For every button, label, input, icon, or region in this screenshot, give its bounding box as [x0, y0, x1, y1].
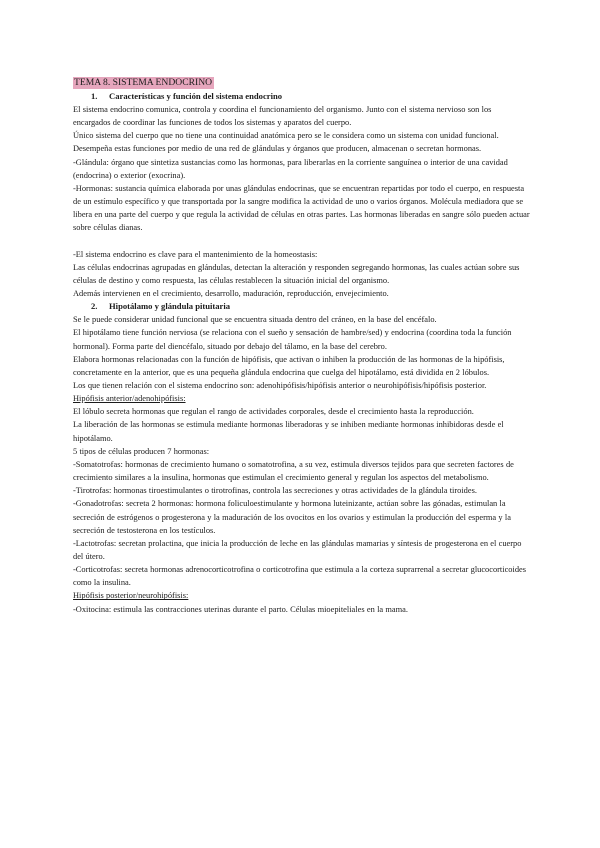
section-1-number: 1.: [91, 91, 98, 101]
paragraph: Único sistema del cuerpo que no tiene una continuidad anatómica pero se le considera como un sistema con unidad funcional.: [73, 131, 499, 141]
list-item-lactotrofas: -Lactotrofas: secretan prolactina, que inicia la producción de leche en las glándulas mamarias y síntesis de progesterona en el cuerpo del útero.: [73, 538, 522, 561]
paragraph: Además intervienen en el crecimiento, desarrollo, maduración, reproducción, envejecimiento.: [73, 289, 389, 299]
subheading-adenohipofisis: Hipófisis anterior/adenohipófisis:: [73, 394, 186, 404]
paragraph: El sistema endocrino comunica, controla y coordina el funcionamiento del organismo. Junto con el sistema nervioso son los encargados de coordinar las funciones de todos los sistemas y aparatos del cuerpo.: [73, 105, 492, 128]
paragraph: Las células endocrinas agrupadas en glándulas, detectan la alteración y responden segregando hormonas, las cuales actúan sobre sus células de destino y como respuesta, las células restablecen la situación inicial del organismo.: [73, 262, 520, 285]
paragraph: Los que tienen relación con el sistema endocrino son: adenohipófisis/hipófisis anterior o neurohipófisis/hipófisis posterior.: [73, 380, 487, 390]
paragraph: El lóbulo secreta hormonas que regulan el rango de actividades corporales, desde el crecimiento hasta la reproducción.: [73, 407, 474, 417]
paragraph: El hipotálamo tiene función nerviosa (se relaciona con el sueño y sensación de hambre/sed) y endocrina (coordina toda la función hormonal). Forma parte del diencéfalo, situado por debajo del tálamo, en la base del cerebro.: [73, 328, 512, 351]
list-item-tirotrofas: -Tirotrofas: hormonas tiroestimulantes o tirotrofinas, controla las secreciones y otras actividades de la glándula tiroides.: [73, 486, 477, 496]
definition-hormonas: -Hormonas: sustancia química elaborada por unas glándulas endocrinas, que se encuentran repartidas por todo el cuerpo, en respuesta de un estímulo específico y que transportada por la sangre modifica la actividad de uno o varios órganos. Molécula mediadora que se libera en una parte del cuerpo y que regula la actividad de células en otras partes. Las hormonas liberadas en sangre sólo pueden actuar sobre células dianas.: [73, 183, 530, 233]
section-1-title: Características y función del sistema endocrino: [109, 91, 283, 101]
paragraph: Desempeña estas funciones por medio de una red de glándulas y órganos que producen, almacenan o secretan hormonas.: [73, 144, 482, 154]
paragraph: La liberación de las hormonas se estimula mediante hormonas liberadoras y se inhiben mediante hormonas inhibidoras desde el hipotálamo.: [73, 420, 504, 443]
list-item-somatotrofas: -Somatotrofas: hormonas de crecimiento humano o somatotrofina, a su vez, estimula diversos tejidos para que secreten factores de crecimiento similares a la insulina, hormonas que estimulan el crecimiento general y regulan los aspectos del metabolismo.: [73, 459, 514, 483]
paragraph: Elabora hormonas relacionadas con la función de hipófisis, que activan o inhiben la producción de las hormonas de la hipófisis, concretamente en la anterior, que es una pequeña glándula endocrina que cuelga del hipotálamo, está dividida en 2 lóbulos.: [73, 354, 505, 377]
paragraph: 5 tipos de células producen 7 hormonas:: [73, 446, 210, 456]
list-item-corticotrofas: -Corticotrofas: secreta hormonas adrenocorticotrofina o corticotrofina que estimula a la corteza suprarrenal a secretar glucocorticoides como la insulina.: [73, 565, 526, 588]
blank-line: [73, 235, 530, 248]
section-2-heading: [73, 300, 530, 313]
page-title: TEMA 8. SISTEMA ENDOCRINO: [74, 77, 213, 88]
list-item-oxitocina: -Oxitocina: estimula las contracciones uterinas durante el parto. Células mioepiteliales en la mama.: [73, 604, 408, 614]
section-1-heading: [73, 90, 530, 103]
definition-glandula: -Glándula: órgano que sintetiza sustancias como las hormonas, para liberarlas en la corriente sanguínea o interior de una cavidad (endocrina) o exterior (exocrina).: [73, 157, 508, 180]
paragraph: -El sistema endocrino es clave para el mantenimiento de la homeostasis:: [73, 249, 318, 259]
section-2-number: 2.: [91, 301, 98, 312]
paragraph: Se le puede considerar unidad funcional que se encuentra situada dentro del cráneo, en la base del encéfalo.: [73, 315, 437, 325]
list-item-gonadotrofas: -Gonadotrofas: secreta 2 hormonas: hormona foliculoestimulante y hormona luteinizante, actúan sobre las gónadas, estimulan la secreción de estrógenos o progesterona y la maduración de los ovocitos en los ovarios y estimulan la producción del esperma y la secreción de testosterona en los testículos.: [73, 499, 511, 535]
subheading-neurohipofisis: Hipófisis posterior/neurohipófisis:: [73, 591, 189, 601]
section-2-title: Hipotálamo y glándula pituitaria: [109, 301, 231, 312]
